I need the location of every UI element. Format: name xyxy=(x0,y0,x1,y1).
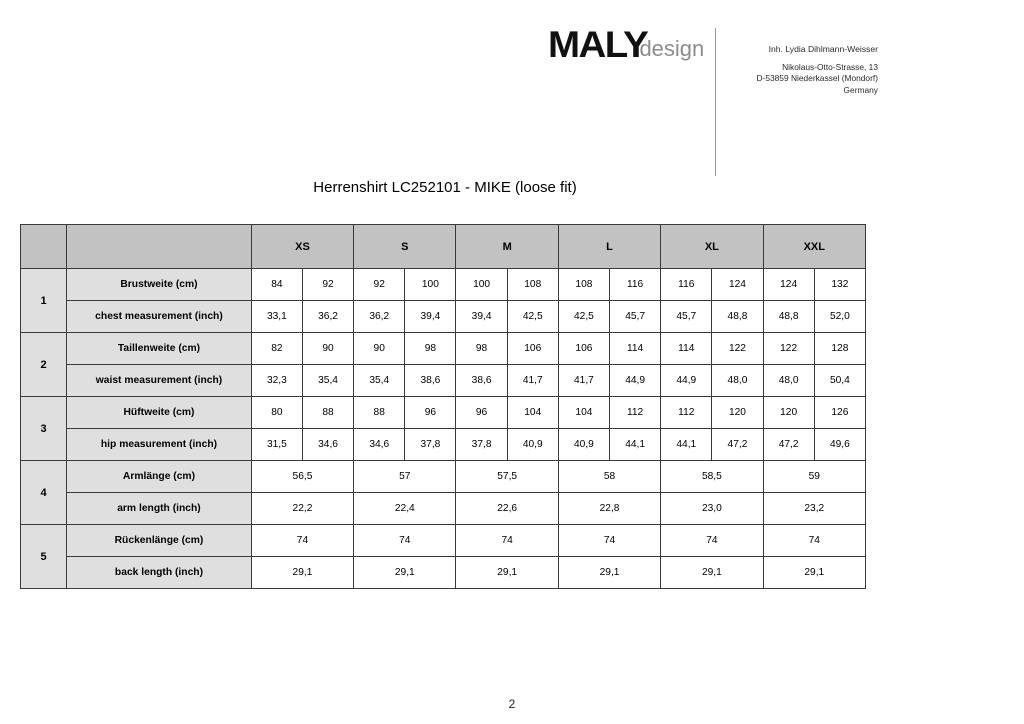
measurement-value: 47,2 xyxy=(763,429,814,461)
measurement-value: 74 xyxy=(763,525,865,557)
measurement-value: 112 xyxy=(610,397,661,429)
measurement-value: 49,6 xyxy=(814,429,865,461)
header-size-m: M xyxy=(456,225,558,269)
measurement-value: 44,9 xyxy=(661,365,712,397)
measurement-value: 96 xyxy=(456,397,507,429)
measurement-value: 132 xyxy=(814,269,865,301)
measurement-value: 74 xyxy=(251,525,353,557)
measurement-label: waist measurement (inch) xyxy=(67,365,252,397)
measurement-value: 84 xyxy=(251,269,302,301)
logo-primary-text: MALY xyxy=(548,24,648,65)
measurement-value: 45,7 xyxy=(610,301,661,333)
measurement-value: 124 xyxy=(763,269,814,301)
measurement-value: 74 xyxy=(661,525,763,557)
measurement-value: 32,3 xyxy=(251,365,302,397)
row-group-number: 4 xyxy=(21,461,67,525)
measurement-label: hip measurement (inch) xyxy=(67,429,252,461)
logo-secondary-text: design xyxy=(639,36,705,61)
measurement-value: 38,6 xyxy=(456,365,507,397)
measurement-label: Armlänge (cm) xyxy=(67,461,252,493)
measurement-value: 48,0 xyxy=(712,365,763,397)
measurement-value: 22,6 xyxy=(456,493,558,525)
table-row xyxy=(21,461,866,493)
measurement-value: 29,1 xyxy=(251,557,353,589)
measurement-value: 29,1 xyxy=(354,557,456,589)
table-body xyxy=(21,269,866,589)
measurement-value: 96 xyxy=(405,397,456,429)
measurement-value: 88 xyxy=(302,397,353,429)
measurement-value: 36,2 xyxy=(302,301,353,333)
measurement-value: 88 xyxy=(354,397,405,429)
table-row xyxy=(21,397,866,429)
measurement-value: 34,6 xyxy=(354,429,405,461)
measurement-value: 42,5 xyxy=(507,301,558,333)
row-group-number: 5 xyxy=(21,525,67,589)
company-address xyxy=(730,44,878,96)
table-row xyxy=(21,365,866,397)
measurement-value: 74 xyxy=(558,525,660,557)
table-header-row xyxy=(21,225,866,269)
measurement-value: 92 xyxy=(302,269,353,301)
measurement-value: 128 xyxy=(814,333,865,365)
address-country-line: Germany xyxy=(843,84,878,95)
measurement-value: 56,5 xyxy=(251,461,353,493)
letterhead xyxy=(548,24,878,184)
measurement-value: 29,1 xyxy=(661,557,763,589)
measurement-value: 114 xyxy=(661,333,712,365)
table-row xyxy=(21,493,866,525)
header-row-number xyxy=(21,225,67,269)
measurement-value: 106 xyxy=(507,333,558,365)
measurement-value: 45,7 xyxy=(661,301,712,333)
company-logo xyxy=(548,24,708,70)
measurement-value: 33,1 xyxy=(251,301,302,333)
measurement-value: 39,4 xyxy=(405,301,456,333)
measurement-value: 41,7 xyxy=(558,365,609,397)
header-size-s: S xyxy=(354,225,456,269)
measurement-value: 44,9 xyxy=(610,365,661,397)
measurement-value: 22,8 xyxy=(558,493,660,525)
measurement-value: 74 xyxy=(354,525,456,557)
measurement-value: 40,9 xyxy=(558,429,609,461)
measurement-value: 44,1 xyxy=(661,429,712,461)
measurement-value: 36,2 xyxy=(354,301,405,333)
measurement-value: 98 xyxy=(405,333,456,365)
measurement-value: 82 xyxy=(251,333,302,365)
header-measurement-label xyxy=(67,225,252,269)
measurement-value: 104 xyxy=(507,397,558,429)
measurement-value: 122 xyxy=(712,333,763,365)
measurement-value: 37,8 xyxy=(456,429,507,461)
size-chart-table xyxy=(20,224,866,589)
measurement-value: 58 xyxy=(558,461,660,493)
address-street-line: Nikolaus-Otto-Strasse, 13 xyxy=(782,61,878,72)
page-number: 2 xyxy=(508,697,516,711)
measurement-label: Taillenweite (cm) xyxy=(67,333,252,365)
measurement-value: 116 xyxy=(610,269,661,301)
table-row xyxy=(21,429,866,461)
header-size-xl: XL xyxy=(661,225,763,269)
measurement-value: 59 xyxy=(763,461,865,493)
measurement-value: 35,4 xyxy=(354,365,405,397)
measurement-value: 108 xyxy=(507,269,558,301)
measurement-value: 116 xyxy=(661,269,712,301)
measurement-value: 90 xyxy=(302,333,353,365)
measurement-value: 52,0 xyxy=(814,301,865,333)
measurement-value: 122 xyxy=(763,333,814,365)
measurement-value: 50,4 xyxy=(814,365,865,397)
measurement-value: 57,5 xyxy=(456,461,558,493)
measurement-value: 48,8 xyxy=(763,301,814,333)
measurement-value: 35,4 xyxy=(302,365,353,397)
measurement-value: 22,2 xyxy=(251,493,353,525)
measurement-value: 39,4 xyxy=(456,301,507,333)
measurement-value: 29,1 xyxy=(558,557,660,589)
measurement-value: 23,0 xyxy=(661,493,763,525)
measurement-value: 106 xyxy=(558,333,609,365)
address-city-line: D-53859 Niederkassel (Mondorf) xyxy=(756,73,878,83)
table-row xyxy=(21,557,866,589)
measurement-label: back length (inch) xyxy=(67,557,252,589)
measurement-label: chest measurement (inch) xyxy=(67,301,252,333)
measurement-value: 120 xyxy=(712,397,763,429)
measurement-value: 31,5 xyxy=(251,429,302,461)
measurement-value: 22,4 xyxy=(354,493,456,525)
measurement-value: 90 xyxy=(354,333,405,365)
measurement-value: 57 xyxy=(354,461,456,493)
measurement-value: 98 xyxy=(456,333,507,365)
measurement-value: 120 xyxy=(763,397,814,429)
measurement-value: 41,7 xyxy=(507,365,558,397)
measurement-value: 40,9 xyxy=(507,429,558,461)
measurement-value: 48,8 xyxy=(712,301,763,333)
measurement-value: 108 xyxy=(558,269,609,301)
table-row xyxy=(21,525,866,557)
address-owner-line: Inh. Lydia Dihlmann-Weisser xyxy=(768,44,878,54)
measurement-value: 112 xyxy=(661,397,712,429)
measurement-label: Brustweite (cm) xyxy=(67,269,252,301)
measurement-value: 34,6 xyxy=(302,429,353,461)
measurement-value: 104 xyxy=(558,397,609,429)
measurement-value: 48,0 xyxy=(763,365,814,397)
table-row xyxy=(21,333,866,365)
measurement-value: 47,2 xyxy=(712,429,763,461)
measurement-value: 44,1 xyxy=(610,429,661,461)
measurement-value: 58,5 xyxy=(661,461,763,493)
measurement-label: Rückenlänge (cm) xyxy=(67,525,252,557)
row-group-number: 2 xyxy=(21,333,67,397)
header-size-xs: XS xyxy=(251,225,353,269)
table-header xyxy=(21,225,866,269)
measurement-value: 37,8 xyxy=(405,429,456,461)
header-size-xxl: XXL xyxy=(763,225,865,269)
table-row xyxy=(21,301,866,333)
measurement-value: 42,5 xyxy=(558,301,609,333)
measurement-label: arm length (inch) xyxy=(67,493,252,525)
row-group-number: 3 xyxy=(21,397,67,461)
measurement-value: 124 xyxy=(712,269,763,301)
measurement-label: Hüftweite (cm) xyxy=(67,397,252,429)
measurement-value: 29,1 xyxy=(763,557,865,589)
header-vertical-divider xyxy=(715,28,716,176)
measurement-value: 38,6 xyxy=(405,365,456,397)
measurement-value: 29,1 xyxy=(456,557,558,589)
header-size-l: L xyxy=(558,225,660,269)
measurement-value: 80 xyxy=(251,397,302,429)
measurement-value: 100 xyxy=(405,269,456,301)
page-title: Herrenshirt LC252101 - MIKE (loose fit) xyxy=(313,179,577,196)
row-group-number: 1 xyxy=(21,269,67,333)
measurement-value: 92 xyxy=(354,269,405,301)
measurement-value: 74 xyxy=(456,525,558,557)
measurement-value: 126 xyxy=(814,397,865,429)
measurement-value: 114 xyxy=(610,333,661,365)
table-row xyxy=(21,269,866,301)
measurement-value: 23,2 xyxy=(763,493,865,525)
measurement-value: 100 xyxy=(456,269,507,301)
